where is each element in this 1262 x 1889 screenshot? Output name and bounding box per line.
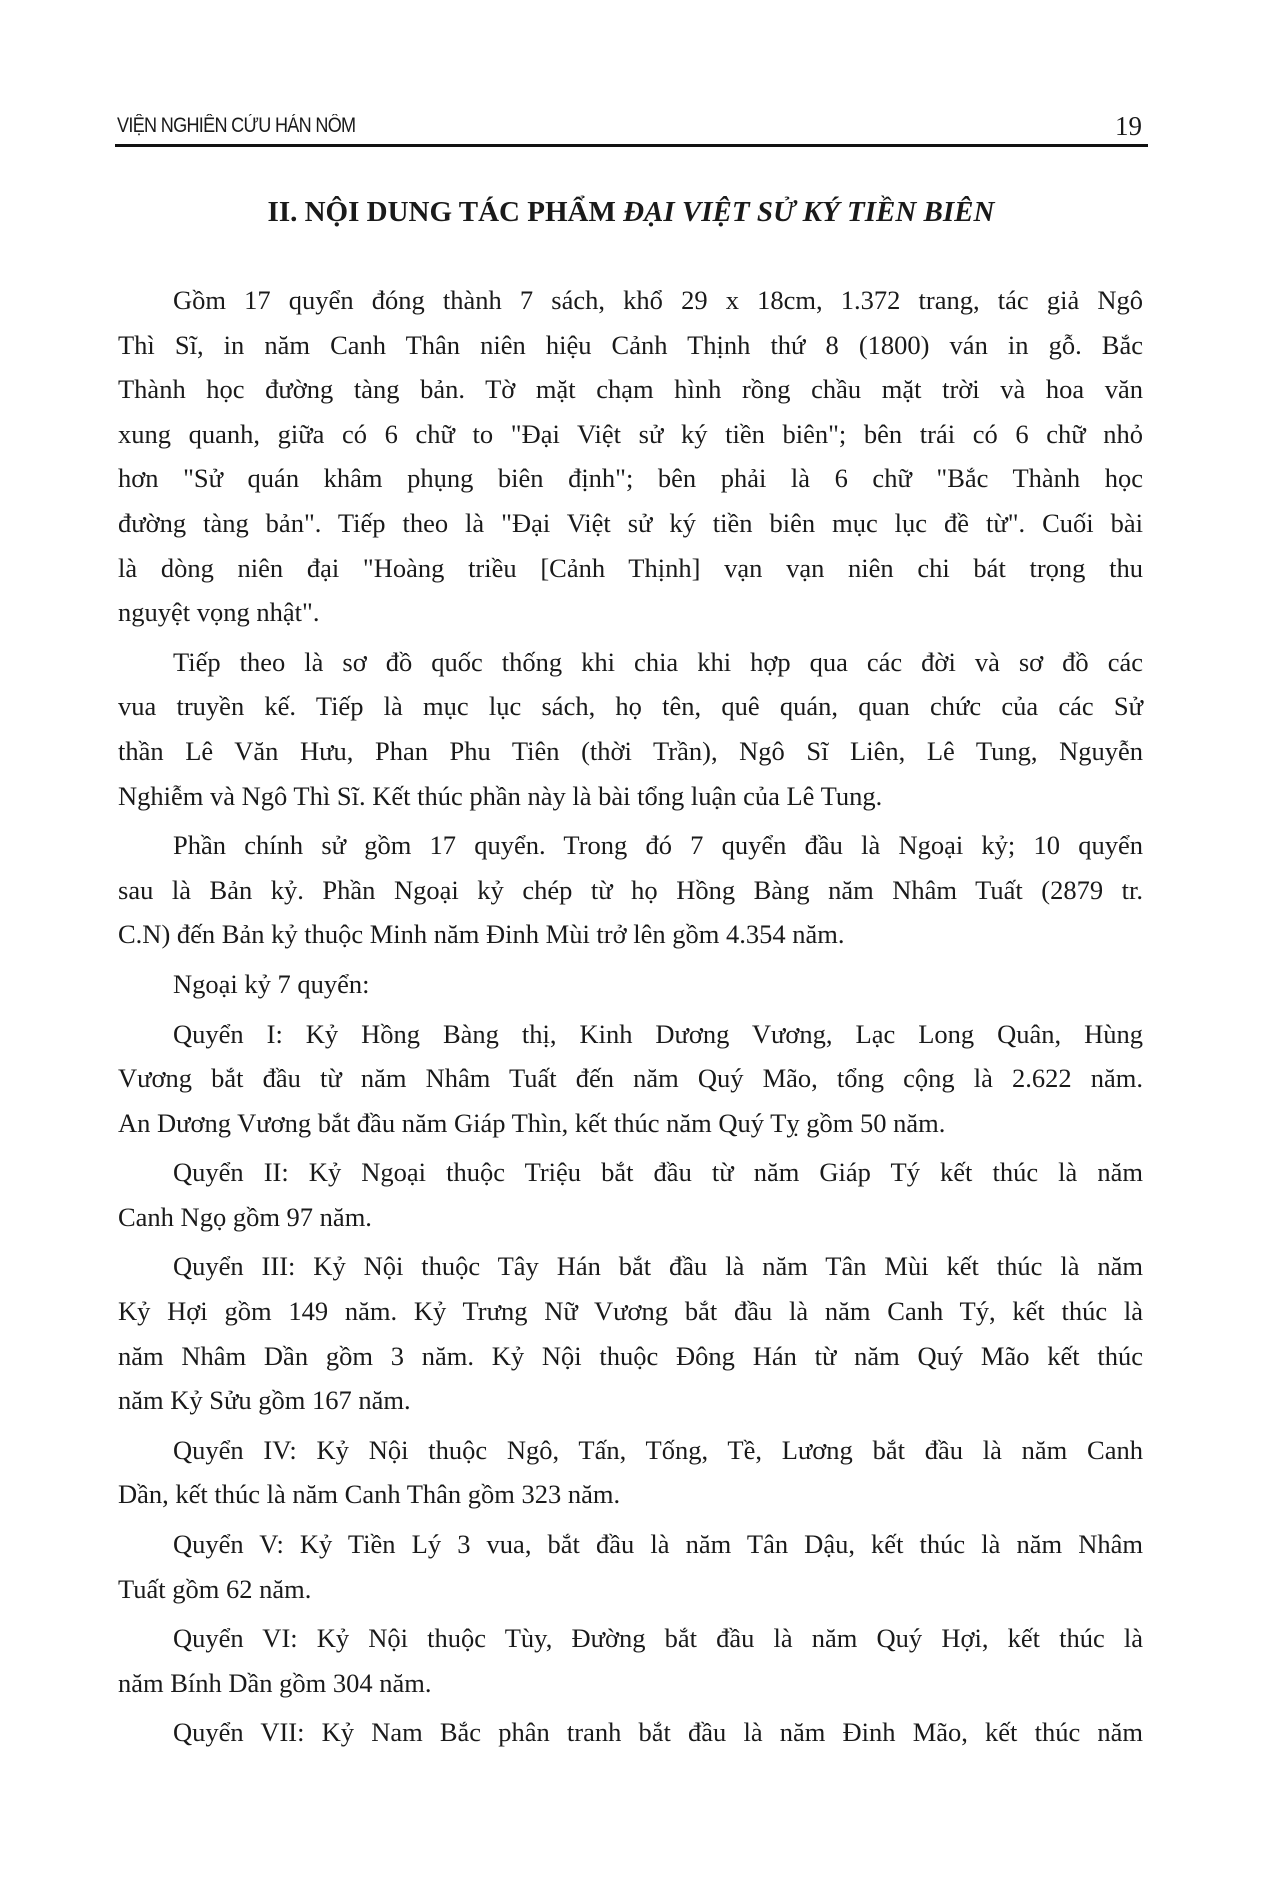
- text-line: Canh Ngọ gồm 97 năm.: [118, 1201, 372, 1232]
- text-line: năm Nhâm Dần gồm 3 năm. Kỷ Nội thuộc Đông Hán từ năm Quý Mão kết thúc: [118, 1340, 1143, 1371]
- paragraph: [118, 1428, 1143, 1517]
- section-title-work: ĐẠI VIỆT SỬ KÝ TIỀN BIÊN: [623, 196, 995, 228]
- text-line: Quyển I: Kỷ Hồng Bàng thị, Kinh Dương Vương, Lạc Long Quân, Hùng: [173, 1018, 1143, 1049]
- text-line: Quyển IV: Kỷ Nội thuộc Ngô, Tấn, Tống, Tề, Lương bắt đầu là năm Canh: [173, 1434, 1143, 1465]
- text-line: thần Lê Văn Hưu, Phan Phu Tiên (thời Trần), Ngô Sĩ Liên, Lê Tung, Nguyễn: [118, 735, 1143, 766]
- text-line: Dần, kết thúc là năm Canh Thân gồm 323 năm.: [118, 1479, 621, 1510]
- institution-name: VIỆN NGHIÊN CỨU HÁN NÔM: [117, 114, 356, 137]
- paragraph: [118, 962, 1143, 1007]
- paragraph: [118, 1522, 1143, 1611]
- paragraph: [118, 1150, 1143, 1239]
- paragraph: [118, 278, 1143, 635]
- text-line: hơn "Sử quán khâm phụng biên định"; bên phải là 6 chữ "Bắc Thành học: [118, 463, 1143, 494]
- text-line: Phần chính sử gồm 17 quyển. Trong đó 7 quyển đầu là Ngoại kỷ; 10 quyển: [173, 830, 1143, 861]
- section-title-prefix: II. NỘI DUNG TÁC PHẨM: [267, 196, 624, 228]
- text-line: nguyệt vọng nhật".: [118, 597, 320, 628]
- text-line: Tuất gồm 62 năm.: [118, 1573, 312, 1604]
- body-text: [118, 278, 1143, 1760]
- text-line: Quyển III: Kỷ Nội thuộc Tây Hán bắt đầu là năm Tân Mùi kết thúc là năm: [173, 1251, 1143, 1282]
- text-line: Vương bắt đầu từ năm Nhâm Tuất đến năm Quý Mão, tổng cộng là 2.622 năm.: [118, 1063, 1143, 1094]
- paragraph: [118, 1244, 1143, 1422]
- text-line: vua truyền kế. Tiếp là mục lục sách, họ tên, quê quán, quan chức của các Sử: [118, 691, 1143, 722]
- text-line: Nghiễm và Ngô Thì Sĩ. Kết thúc phần này là bài tổng luận của Lê Tung.: [118, 780, 883, 811]
- text-line: xung quanh, giữa có 6 chữ to "Đại Việt sử ký tiền biên"; bên trái có 6 chữ nhỏ: [118, 418, 1143, 449]
- text-line: Quyển V: Kỷ Tiền Lý 3 vua, bắt đầu là năm Tân Dậu, kết thúc là năm Nhâm: [173, 1529, 1143, 1560]
- text-line: năm Bính Dần gồm 304 năm.: [118, 1667, 432, 1698]
- paragraph: [118, 640, 1143, 818]
- text-line: Thì Sĩ, in năm Canh Thân niên hiệu Cảnh Thịnh thứ 8 (1800) ván in gỗ. Bắc: [118, 329, 1143, 360]
- text-line: Kỷ Hợi gồm 149 năm. Kỷ Trưng Nữ Vương bắt đầu là năm Canh Tý, kết thúc là: [118, 1296, 1143, 1327]
- page-number: 19: [1115, 111, 1142, 141]
- text-line: sau là Bản kỷ. Phần Ngoại kỷ chép từ họ Hồng Bàng năm Nhâm Tuất (2879 tr.: [118, 874, 1143, 905]
- section-title: [0, 196, 1262, 229]
- text-line: Thành học đường tàng bản. Tờ mặt chạm hình rồng chầu mặt trời và hoa văn: [118, 374, 1143, 405]
- running-header: [115, 108, 1148, 144]
- text-line: Tiếp theo là sơ đồ quốc thống khi chia khi hợp qua các đời và sơ đồ các: [173, 646, 1143, 677]
- paragraph: [118, 823, 1143, 957]
- paragraph: [118, 1710, 1143, 1755]
- text-line: An Dương Vương bắt đầu năm Giáp Thìn, kết thúc năm Quý Tỵ gồm 50 năm.: [118, 1107, 946, 1138]
- text-line: Quyển II: Kỷ Ngoại thuộc Triệu bắt đầu từ năm Giáp Tý kết thúc là năm: [173, 1157, 1143, 1188]
- paragraph: [118, 1012, 1143, 1146]
- text-line: Ngoại kỷ 7 quyển:: [173, 968, 370, 999]
- paragraph: [118, 1616, 1143, 1705]
- text-line: Quyển VII: Kỷ Nam Bắc phân tranh bắt đầu là năm Đinh Mão, kết thúc năm: [173, 1717, 1143, 1748]
- text-line: Gồm 17 quyển đóng thành 7 sách, khổ 29 x 18cm, 1.372 trang, tác giả Ngô: [173, 285, 1143, 315]
- text-line: đường tàng bản". Tiếp theo là "Đại Việt sử ký tiền biên mục lục đề từ". Cuối bài: [118, 507, 1143, 538]
- header-rule: [115, 144, 1148, 147]
- text-line: Quyển VI: Kỷ Nội thuộc Tùy, Đường bắt đầu là năm Quý Hợi, kết thúc là: [173, 1623, 1143, 1654]
- text-line: là dòng niên đại "Hoàng triều [Cảnh Thịnh] vạn vạn niên chi bát trọng thu: [118, 552, 1143, 583]
- text-line: năm Kỷ Sửu gồm 167 năm.: [118, 1385, 411, 1416]
- text-line: C.N) đến Bản kỷ thuộc Minh năm Đinh Mùi trở lên gồm 4.354 năm.: [118, 919, 845, 950]
